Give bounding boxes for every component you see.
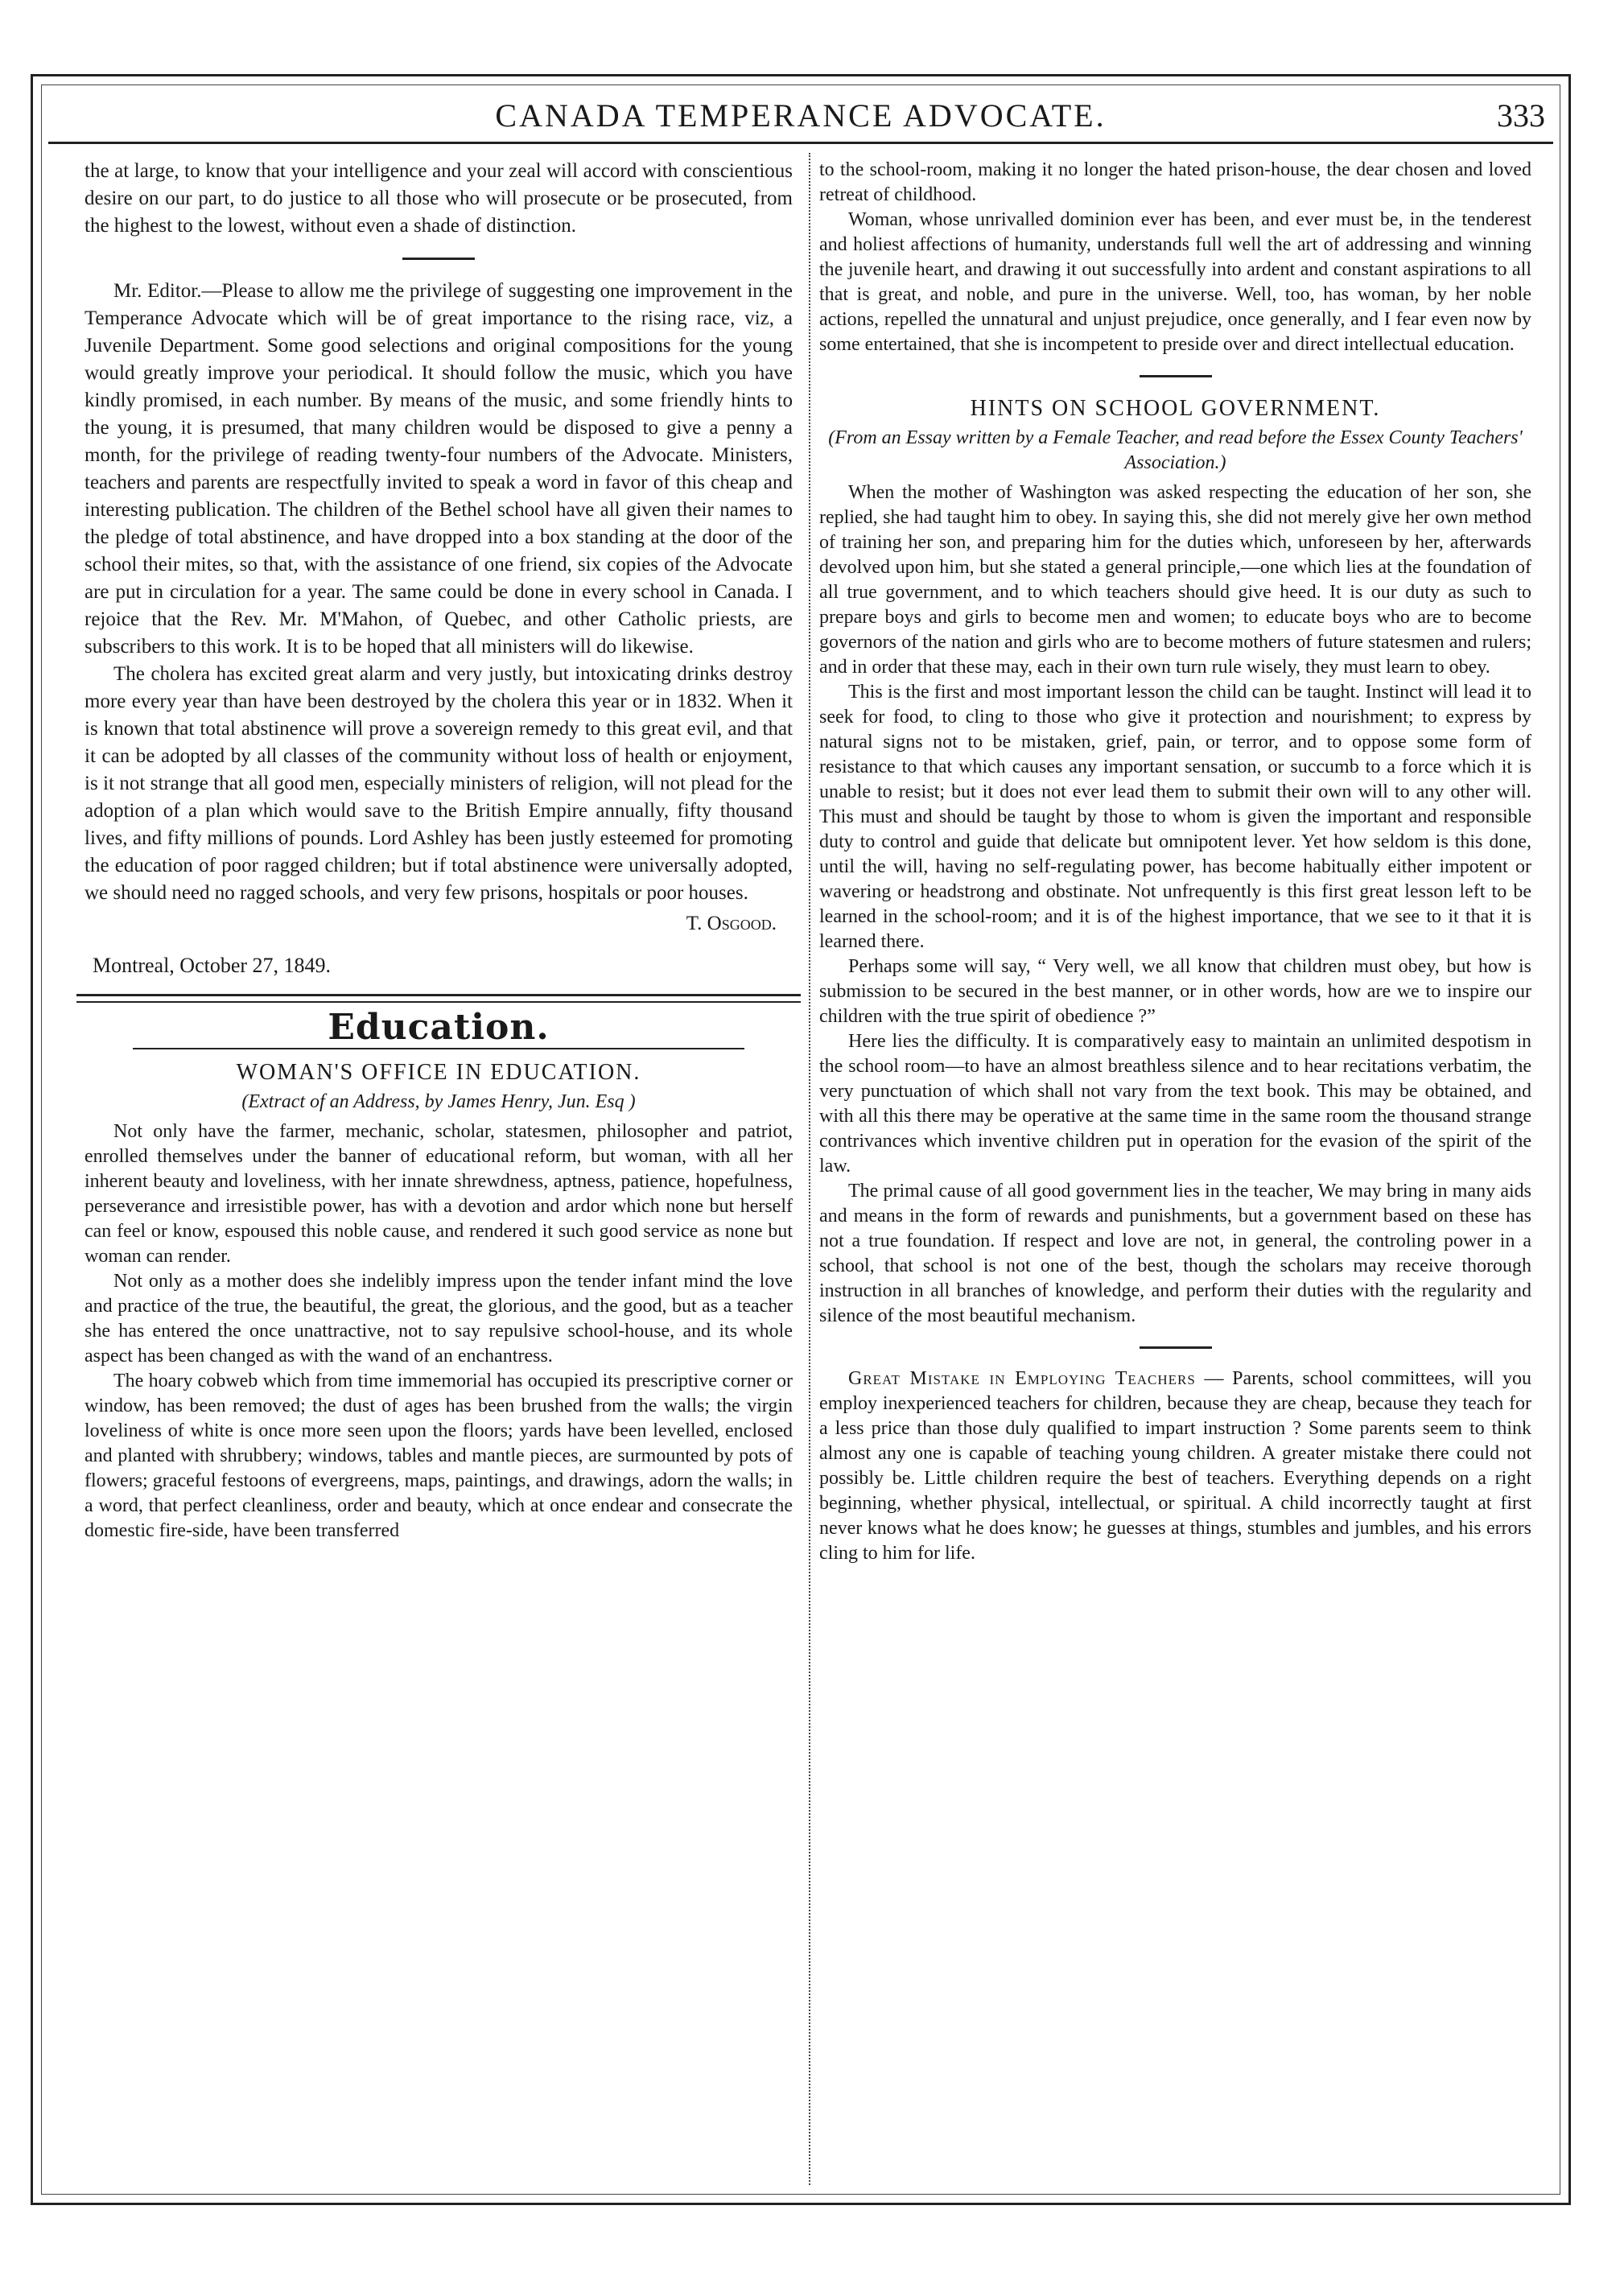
article-title: WOMAN'S OFFICE IN EDUCATION. [236,1060,641,1085]
column-divider [809,153,810,2185]
left-column [84,158,793,1544]
notice-text: — Parents, school committees, will you employ inexperienced teachers for children, because they are cheap, because they teach for a less price than those duly qualified to impart instruction ? Some parents seem to think almost any one is capable of teaching young children. A greater mistake there could not possibly be. Little children require the best of teachers. Everything depends on a right beginning, whether physical, intellectual, or spiritual. A child incorrectly taught at first never knows what he does know; he guesses at things, stumbles and jumbles, and his errors cling to him for life. [819,1368,1531,1564]
notice-paragraph [819,1367,1531,1566]
article-paragraph: Not only have the farmer, mechanic, scholar, statesmen, philosopher and patriot, enrolled themselves under the banner of educational reform, but woman, with all her inherent beauty and loveliness, with her innate shrewdness, aptness, patience, hopefulness, perseverance and irresistible power, has with a devotion and ardor which none but herself can feel or know, espoused this noble cause, and rendered it such good service as none but woman can render. [84,1121,793,1267]
double-rule [76,994,801,1003]
opening-fragment: the at large, to know that your intelligence and your zeal will accord with conscientious desire on our part, to do justice to all those who will prosecute or be prosecuted, from the highest to the lowest, without even a shade of distinction. [84,160,793,237]
signature: T. Osgood. [686,913,777,934]
journal-title: CANADA TEMPERANCE ADVOCATE. [495,97,1107,134]
article-paragraph: Not only as a mother does she indelibly impress upon the tender infant mind the love and practice of the true, the beautiful, the great, the glorious, and the good, but as a teacher she has entered the once unattractive, not to say repulsive school-house, and its whole aspect has been changed as with the wand of an enchantress. [84,1271,793,1367]
letter-paragraph: The cholera has excited great alarm and very justly, but intoxicating drinks destroy more every year than have been destroyed by the cholera this year or in 1832. When it is known that total abstinence will prove a sovereign remedy to this great evil, and that it can be adopted by all classes of the community without loss of health or enjoyment, is it not strange that all good men, especially ministers of religion, will not plead for the adoption of a plan which would save to the British Empire annually, fifty thousand lives, and fifty millions of pounds. Lord Ashley has been justly esteemed for promoting the education of poor ragged children; but if total abstinence were universally adopted, we should need no ragged schools, and very few prisons, hospitals or poor houses. [84,663,793,904]
section-title: Education. [328,1007,550,1048]
article-paragraph: The hoary cobweb which from time immemorial has occupied its prescriptive corner or window, has been removed; the dust of ages has been brushed from the walls; the virgin loveliness of white is once more seen upon the floors; yards have been levelled, enclosed and planted with shrubbery; windows, tables and mantle pieces, are surmounted by pots of flowers; graceful festoons of evergreens, maps, paintings, and drawings, adorn the walls; in a word, that perfect cleanliness, order and beauty, which at once endear and consecrate the domestic fire-side, have been transferred [84,1371,793,1541]
short-rule [1140,1346,1212,1349]
article-paragraph: When the mother of Washington was asked respecting the education of her son, she replied, she had taught him to obey. In saying this, she did not merely give her own method of training her son, and preparing him for the duties which, unforeseen by her, afterwards devolved upon him, but she stated a general principle,—one which lies at the foundation of all true government, and to which teachers should give heed. It is our duty as such to prepare boys and girls to become men and women; to educate boys who are to become governors of the nation and girls who are to become mothers of future statesmen and rulers; and in order that these may, each in their own turn rule wisely, they must learn to obey. [819,482,1531,678]
article-subtitle: (From an Essay written by a Female Teacher, and read before the Essex County Teachers' Association.) [828,427,1523,473]
letter-paragraph: Mr. Editor.—Please to allow me the privilege of suggesting one improvement in the Temperance Advocate which will be of great importance to the rising race, viz, a Juvenile Department. Some good selections and original compositions for the young would greatly improve your periodical. It should follow the music, which you have kindly promised, in each number. By means of the music, and some friendly hints to the young, it is presumed, that many children would be disposed to give a penny a month, for the privilege of reading twenty-four numbers of the Advocate. Ministers, teachers and parents are respectfully invited to speak a word in favor of this cheap and interesting publication. The children of the Bethel school have all given their names to the pledge of total abstinence, and have dropped into a box standing at the door of the school their mites, so that, with the assistance of one friend, six copies of the Advocate are put in circulation for a year. The same could be done in every school in Canada. I rejoice that the Rev. Mr. M'Mahon, of Quebec, and other Catholic priests, are subscribers to this work. It is to be hoped that all ministers will do likewise. [84,280,793,658]
continuation-paragraph: Woman, whose unrivalled dominion ever has been, and ever must be, in the tenderest and holiest affections of humanity, understands full well the art of addressing and winning the juvenile heart, and drawing it out successfully into ardent and constant aspirations to all that is great, and noble, and pure in the universe. Well, too, has woman, by her noble actions, repelled the unnatural and unjust prejudice, once generally, and I fear even now by some entertained, that she is incompetent to preside over and direct intellectual education. [819,209,1531,355]
article-title: HINTS ON SCHOOL GOVERNMENT. [970,396,1381,421]
article-paragraph: This is the first and most important lesson the child can be taught. Instinct will lead it to seek for food, to cling to those who give it protection and nourishment; to express by natural signs not to be mistaken, grief, pain, or terror, and to oppose some form of resistance to that which causes any important sensation, or succumb to a force which it is unable to resist; but it does not ever lead them to submit their own will to any other will. This must and should be taught by those to whom is given the important and responsible duty to control and guide that delicate but omnipotent lever. Yet how seldom is this done, until the will, having no self-regulating power, has become habitually either impotent or wavering or headstrong and obstinate. Not unfrequently is this first great lesson left to be learned in the school-room; and it is of the highest importance, that we see to it that it is learned there. [819,682,1531,952]
article-paragraph: Here lies the difficulty. It is comparatively easy to maintain an unlimited despotism in the school room—to have an almost breathless silence and to hear recitations verbatim, the very punctuation of which shall not vary from the text book. This may be obtained, and with all this there may be operative at the same time in the same room the thousand strange contrivances which inventive children put in operation for the evasion of the spirit of the law. [819,1031,1531,1177]
section-rule [133,1048,744,1049]
notice-lead: Great Mistake in Employing Teachers [848,1368,1196,1389]
page-number: 333 [1497,97,1545,134]
continuation-paragraph: to the school-room, making it no longer the hated prison-house, the dear chosen and loved retreat of childhood. [819,159,1531,205]
article-paragraph: The primal cause of all good government lies in the teacher, We may bring in many aids and means in the form of rewards and punishments, but a government based on these has not a true foundation. If respect and love are not, in general, the controling power in a school, that school is not one of the best, though the scholars may receive thorough instruction in all branches of knowledge, and perform their duties with the regularity and silence of the most beautiful mechanism. [819,1181,1531,1326]
short-rule [402,258,475,260]
article-paragraph: Perhaps some will say, “ Very well, we all know that children must obey, but how is submission to be secured in the best manner, or in other words, how are we to inspire our children with the true spirit of obedience ?” [819,956,1531,1027]
article-subtitle: (Extract of an Address, by James Henry, Jun. Esq ) [241,1091,636,1112]
running-header [48,93,1553,144]
short-rule [1140,375,1212,377]
right-column [819,158,1531,1566]
dateline: Montreal, October 27, 1849. [93,954,332,977]
